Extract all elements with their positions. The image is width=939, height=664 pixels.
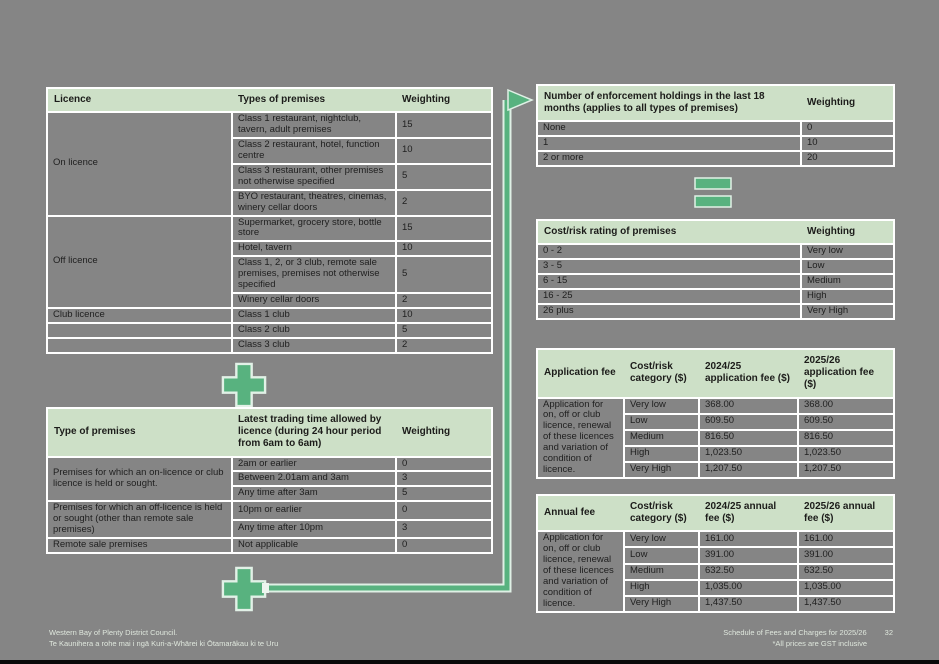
council-name: Western Bay of Plenty District Council.: [49, 628, 178, 637]
table-cell: Remote sale premises: [47, 538, 232, 553]
table-cell: 3: [396, 471, 492, 486]
column-header: 2025/26 application fee ($): [798, 349, 894, 398]
table-cell: Class 1 restaurant, nightclub, tavern, adult premises: [232, 112, 396, 138]
column-header: Cost/risk rating of premises: [537, 220, 801, 244]
table-cell: Application for on, off or club licence, renewal of these licences and variation of condition of licence.: [537, 531, 624, 611]
table-cell: 1: [537, 136, 801, 151]
table-cell: 26 plus: [537, 304, 801, 319]
table-cell: 10: [396, 241, 492, 256]
table-cell: High: [624, 446, 699, 462]
table-header-row: [537, 349, 894, 398]
table-cell: Winery cellar doors: [232, 293, 396, 308]
table-cell: Medium: [801, 274, 894, 289]
column-header: Types of premises: [232, 88, 396, 112]
table-header-row: [537, 85, 894, 121]
table-cell: Low: [801, 259, 894, 274]
column-header: 2025/26 annual fee ($): [798, 495, 894, 531]
table-cell: BYO restaurant, theatres, cinemas, winery cellar doors: [232, 190, 396, 216]
table-cell: High: [801, 289, 894, 304]
column-header: 2024/25 annual fee ($): [699, 495, 798, 531]
table-cell: 1,023.50: [798, 446, 894, 462]
table-cell: Off licence: [47, 216, 232, 308]
table-cell: 1,207.50: [699, 462, 798, 478]
column-header: Weighting: [396, 88, 492, 112]
table-cell: Not applicable: [232, 538, 396, 553]
table-cell: 816.50: [699, 430, 798, 446]
table-cell: 10: [396, 138, 492, 164]
table-header-row: [537, 495, 894, 531]
table-cell: 0: [801, 121, 894, 136]
table-cell: Class 1, 2, or 3 club, remote sale premises, premises not otherwise specified: [232, 256, 396, 293]
column-header: Cost/risk category ($): [624, 349, 699, 398]
column-header: Application fee: [537, 349, 624, 398]
table-cell: 391.00: [798, 547, 894, 563]
table-cell: Premises for which an on-licence or club licence is held or sought.: [47, 457, 232, 502]
table-cell: 16 - 25: [537, 289, 801, 304]
table-cell: 0: [396, 457, 492, 472]
table-cell: 2: [396, 338, 492, 353]
table-cell: 161.00: [699, 531, 798, 547]
table-cell: 1,035.00: [798, 580, 894, 596]
table-row: [537, 531, 894, 547]
table-cell: Club licence: [47, 308, 232, 323]
table-cell: 15: [396, 216, 492, 242]
table-cell: 10: [801, 136, 894, 151]
table-cell: Class 1 club: [232, 308, 396, 323]
table-header-row: [537, 220, 894, 244]
table-row: [537, 151, 894, 166]
cost-risk-rating-table: [536, 219, 895, 320]
table-cell: Very low: [624, 531, 699, 547]
table-cell: 10pm or earlier: [232, 501, 396, 519]
gst-note: *All prices are GST inclusive: [772, 638, 867, 648]
table-cell: Any time after 10pm: [232, 520, 396, 538]
table-cell: 1,023.50: [699, 446, 798, 462]
table-cell: 391.00: [699, 547, 798, 563]
table-cell: Any time after 3am: [232, 486, 396, 501]
table-cell: 2: [396, 293, 492, 308]
table-cell: 161.00: [798, 531, 894, 547]
enforcement-holdings-table: [536, 84, 895, 167]
table-cell: 2: [396, 190, 492, 216]
table-cell: 0 - 2: [537, 244, 801, 259]
table-cell: 1,207.50: [798, 462, 894, 478]
table-cell: 5: [396, 256, 492, 293]
council-maori-name: Te Kaunihera a rohe mai i ngā Kuri-a-Whārei ki Ōtamarākau ki te Uru: [49, 638, 279, 648]
footer-left: [49, 628, 278, 649]
table-row: [537, 121, 894, 136]
column-header: Licence: [47, 88, 232, 112]
arrow-right-icon: [200, 88, 545, 613]
table-cell: Low: [624, 414, 699, 430]
table-cell: 10: [396, 308, 492, 323]
table-cell: Medium: [624, 430, 699, 446]
table-cell: Very High: [624, 462, 699, 478]
column-header: Number of enforcement holdings in the last 18 months (applies to all types of premises): [537, 85, 801, 121]
equals-icon: [694, 177, 732, 213]
table-cell: 1,035.00: [699, 580, 798, 596]
table-cell: 1,437.50: [798, 596, 894, 612]
table-cell: 15: [396, 112, 492, 138]
annual-fee-table: [536, 494, 895, 613]
table-cell: 368.00: [798, 398, 894, 414]
table-cell: 632.50: [699, 564, 798, 580]
table-row: [537, 259, 894, 274]
page-number: 32: [884, 628, 893, 637]
table-cell: 0: [396, 538, 492, 553]
table-cell: Very low: [801, 244, 894, 259]
table-cell: Very High: [801, 304, 894, 319]
table-cell: 816.50: [798, 430, 894, 446]
table-cell: Class 2 restaurant, hotel, function centre: [232, 138, 396, 164]
table-cell: Medium: [624, 564, 699, 580]
table-cell: Premises for which an off-licence is held or sought (other than remote sale premises): [47, 501, 232, 538]
table-cell: 5: [396, 164, 492, 190]
table-cell: High: [624, 580, 699, 596]
table-cell: 609.50: [798, 414, 894, 430]
table-cell: 609.50: [699, 414, 798, 430]
table-cell: 1,437.50: [699, 596, 798, 612]
table-cell: 632.50: [798, 564, 894, 580]
table-cell: 5: [396, 486, 492, 501]
table-cell: Class 3 club: [232, 338, 396, 353]
column-header: Cost/risk category ($): [624, 495, 699, 531]
table-cell: 3: [396, 520, 492, 538]
table-row: [537, 398, 894, 414]
table-cell: Low: [624, 547, 699, 563]
table-row: [537, 304, 894, 319]
table-cell: Very low: [624, 398, 699, 414]
table-cell: Class 3 restaurant, other premises not otherwise specified: [232, 164, 396, 190]
table-row: [537, 274, 894, 289]
table-cell: Very High: [624, 596, 699, 612]
column-header: 2024/25 application fee ($): [699, 349, 798, 398]
column-header: Annual fee: [537, 495, 624, 531]
table-cell: 368.00: [699, 398, 798, 414]
table-cell: 20: [801, 151, 894, 166]
table-cell: Supermarket, grocery store, bottle store: [232, 216, 396, 242]
document-title: Schedule of Fees and Charges for 2025/26: [723, 628, 867, 637]
column-header: Type of premises: [47, 408, 232, 457]
table-cell: Hotel, tavern: [232, 241, 396, 256]
table-cell: None: [537, 121, 801, 136]
table-cell: 5: [396, 323, 492, 338]
table-cell: Class 2 club: [232, 323, 396, 338]
table-cell: 0: [396, 501, 492, 519]
table-cell: Application for on, off or club licence, renewal of these licences and variation of condition of licence.: [537, 398, 624, 478]
application-fee-table: [536, 348, 895, 479]
table-row: [537, 244, 894, 259]
table-row: [537, 289, 894, 304]
table-cell: On licence: [47, 112, 232, 215]
table-cell: 3 - 5: [537, 259, 801, 274]
column-header: Latest trading time allowed by licence (during 24 hour period from 6am to 6am): [232, 408, 396, 457]
footer-right: [723, 628, 893, 649]
table-cell: 2am or earlier: [232, 457, 396, 472]
column-header: Weighting: [801, 85, 894, 121]
column-header: Weighting: [396, 408, 492, 457]
column-header: Weighting: [801, 220, 894, 244]
table-row: [537, 136, 894, 151]
table-cell: 2 or more: [537, 151, 801, 166]
page-bottom-edge: [0, 660, 939, 664]
table-cell: 6 - 15: [537, 274, 801, 289]
table-cell: Between 2.01am and 3am: [232, 471, 396, 486]
